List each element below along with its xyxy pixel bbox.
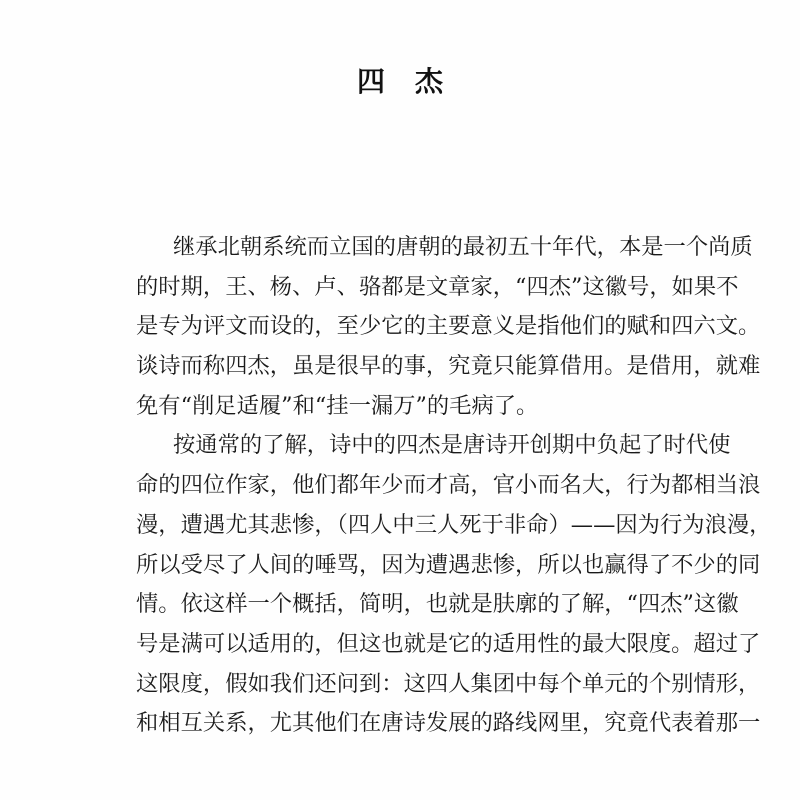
chapter-title-char-1: 四: [356, 65, 385, 98]
chapter-body: [136, 228, 772, 744]
text-line: 命的四位作家，他们都年少而才高，官小而名大，行为都相当浪: [136, 472, 761, 499]
text-line: 这限度，假如我们还问到：这四人集团中每个单元的个别情形，: [136, 670, 761, 697]
text-line: 号是满可以适用的，但这也就是它的适用性的最大限度。超过了: [136, 630, 761, 657]
text-line: 情。依这样一个概括，简明，也就是肤廓的了解，“四杰”这徽: [136, 591, 739, 618]
chapter-title-char-2: 杰: [415, 65, 444, 98]
text-line: 免有“削足适履”和“挂一漏万”的毛病了。: [136, 392, 539, 419]
chapter-title: [0, 62, 800, 102]
text-line: 的时期，王、杨、卢、骆都是文章家，“四杰”这徽号，如果不: [136, 273, 739, 300]
text-line: 按通常的了解，诗中的四杰是唐诗开创期中负起了时代使: [173, 432, 731, 459]
text-line: 谈诗而称四杰，虽是很早的事，究竟只能算借用。是借用，就难: [136, 353, 761, 380]
paragraph-2: [136, 426, 772, 744]
text-line: 和相互关系，尤其他们在唐诗发展的路线网里，究竟代表着那一: [136, 710, 761, 737]
text-line: 所以受尽了人间的唾骂，因为遭遇悲惨，所以也赢得了不少的同: [136, 551, 761, 578]
text-line: 是专为评文而设的，至少它的主要意义是指他们的赋和四六文。: [136, 313, 761, 340]
paragraph-1: [136, 228, 761, 426]
text-line: 漫，遭遇尤其悲惨，（四人中三人死于非命）——因为行为浪漫，: [136, 511, 772, 538]
text-line: 继承北朝系统而立国的唐朝的最初五十年代，本是一个尚质: [173, 234, 753, 260]
